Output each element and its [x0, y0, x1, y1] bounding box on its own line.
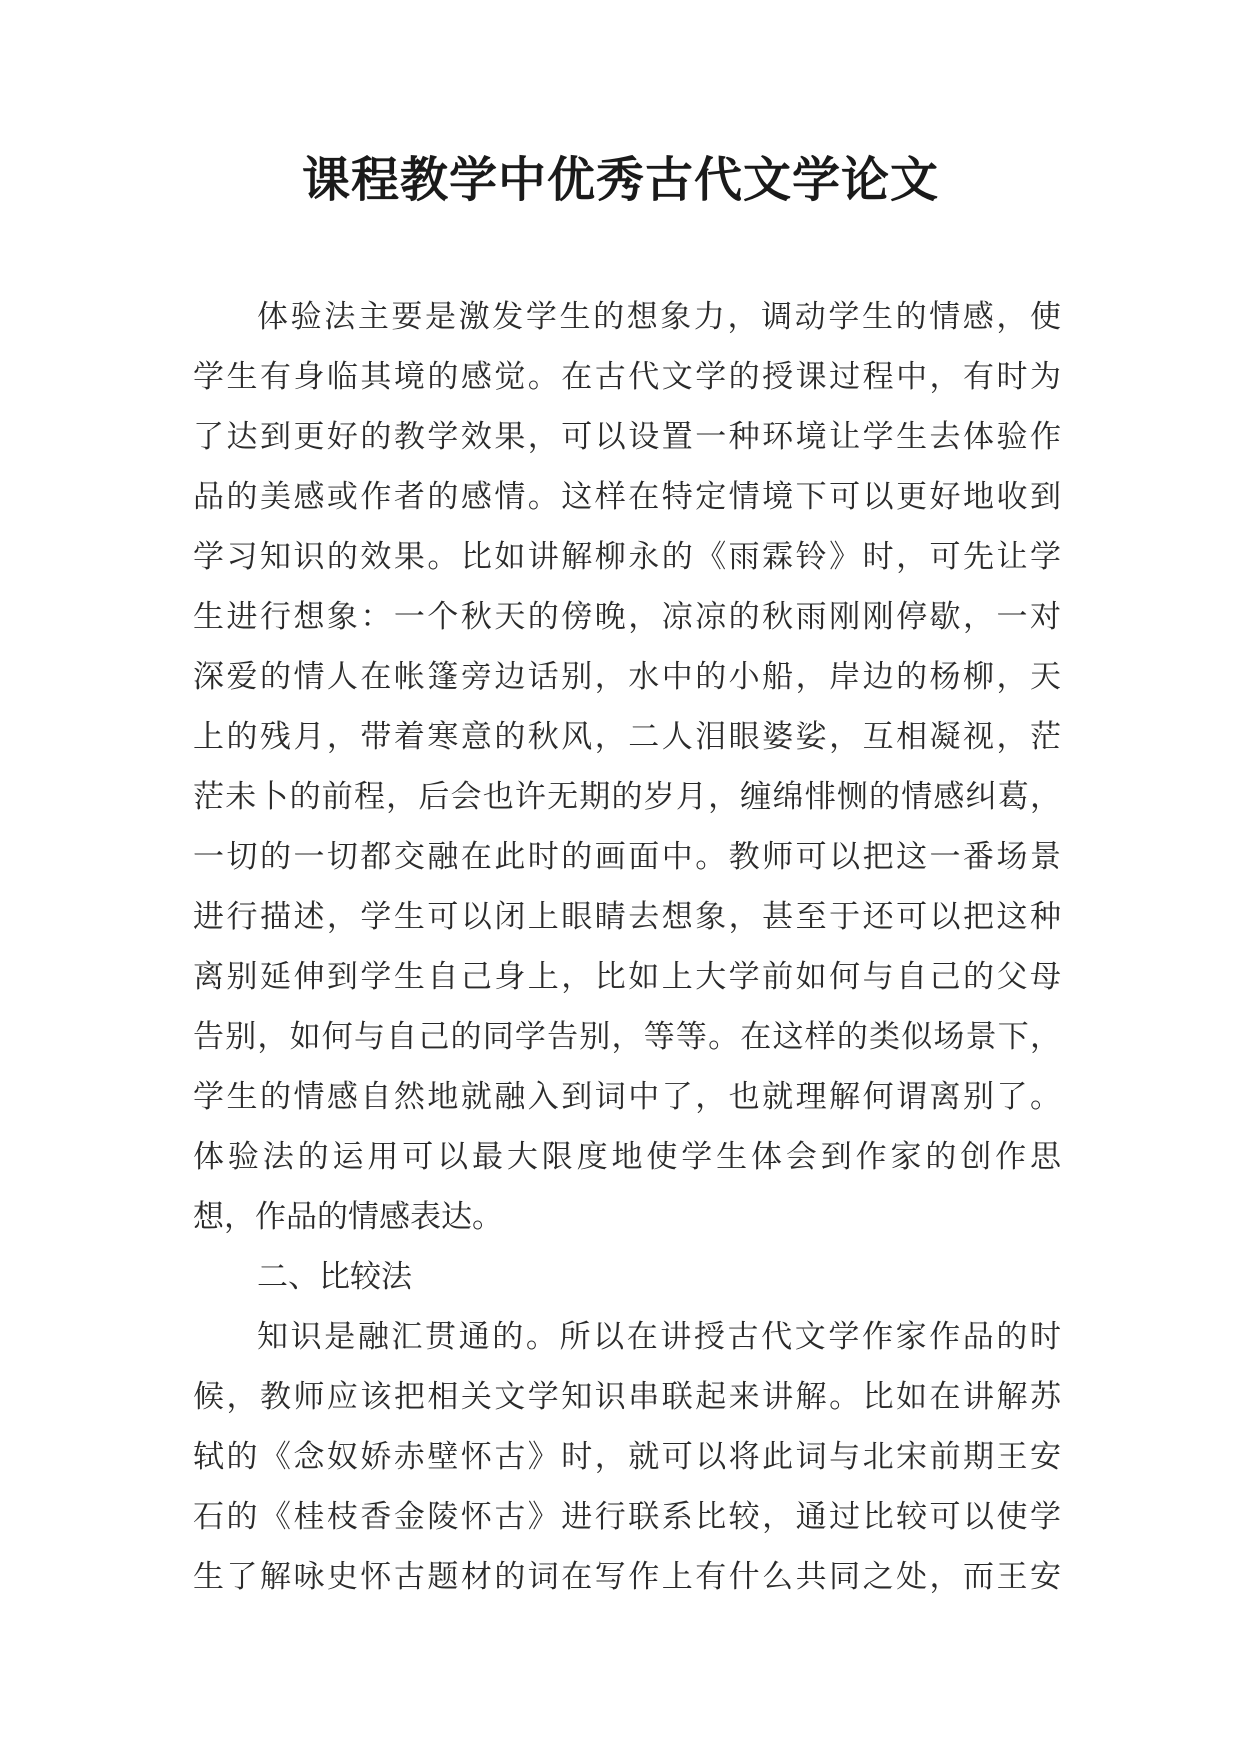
text-line: 告别，如何与自己的同学告别，等等。在这样的类似场景下， — [193, 1019, 1061, 1055]
text-line: 一切的一切都交融在此时的画面中。教师可以把这一番场景 — [193, 839, 1061, 875]
text-line: 轼的《念奴娇赤壁怀古》时，就可以将此词与北宋前期王安 — [193, 1439, 1061, 1475]
text-line: 品的美感或作者的感情。这样在特定情境下可以更好地收到 — [193, 479, 1061, 515]
text-line: 候，教师应该把相关文学知识串联起来讲解。比如在讲解苏 — [193, 1379, 1061, 1415]
paragraph-experience-method — [193, 287, 1061, 1247]
text-line: 想，作品的情感表达。 — [193, 1199, 503, 1235]
text-line: 深爱的情人在帐篷旁边话别，水中的小船，岸边的杨柳，天 — [193, 659, 1061, 695]
paragraph-comparison-method — [193, 1307, 1061, 1607]
section-heading: 二、比较法 — [257, 1259, 412, 1295]
text-line: 上的残月，带着寒意的秋风，二人泪眼婆娑，互相凝视，茫 — [193, 719, 1061, 755]
text-line: 进行描述，学生可以闭上眼睛去想象，甚至于还可以把这种 — [193, 899, 1061, 935]
text-line: 石的《桂枝香金陵怀古》进行联系比较，通过比较可以使学 — [193, 1499, 1061, 1535]
text-line: 离别延伸到学生自己身上，比如上大学前如何与自己的父母 — [193, 959, 1061, 995]
text-line: 了达到更好的教学效果，可以设置一种环境让学生去体验作 — [193, 419, 1061, 455]
text-line: 知识是融汇贯通的。所以在讲授古代文学作家作品的时 — [257, 1319, 1061, 1355]
text-line: 学生有身临其境的感觉。在古代文学的授课过程中，有时为 — [193, 359, 1061, 395]
text-line: 体验法主要是激发学生的想象力，调动学生的情感，使 — [257, 299, 1061, 335]
text-line: 生进行想象：一个秋天的傍晚，凉凉的秋雨刚刚停歇，一对 — [193, 599, 1061, 635]
text-line: 学习知识的效果。比如讲解柳永的《雨霖铃》时，可先让学 — [193, 539, 1061, 575]
document-title: 课程教学中优秀古代文学论文 — [301, 152, 939, 208]
text-line: 茫未卜的前程，后会也许无期的岁月，缠绵悱恻的情感纠葛， — [193, 779, 1061, 815]
text-line: 学生的情感自然地就融入到词中了，也就理解何谓离别了。 — [193, 1079, 1061, 1115]
text-line: 体验法的运用可以最大限度地使学生体会到作家的创作思 — [193, 1139, 1061, 1175]
document-body — [193, 287, 1061, 1607]
text-line: 生了解咏史怀古题材的词在写作上有什么共同之处，而王安 — [193, 1559, 1061, 1595]
section-heading-comparison-method — [193, 1247, 1061, 1307]
